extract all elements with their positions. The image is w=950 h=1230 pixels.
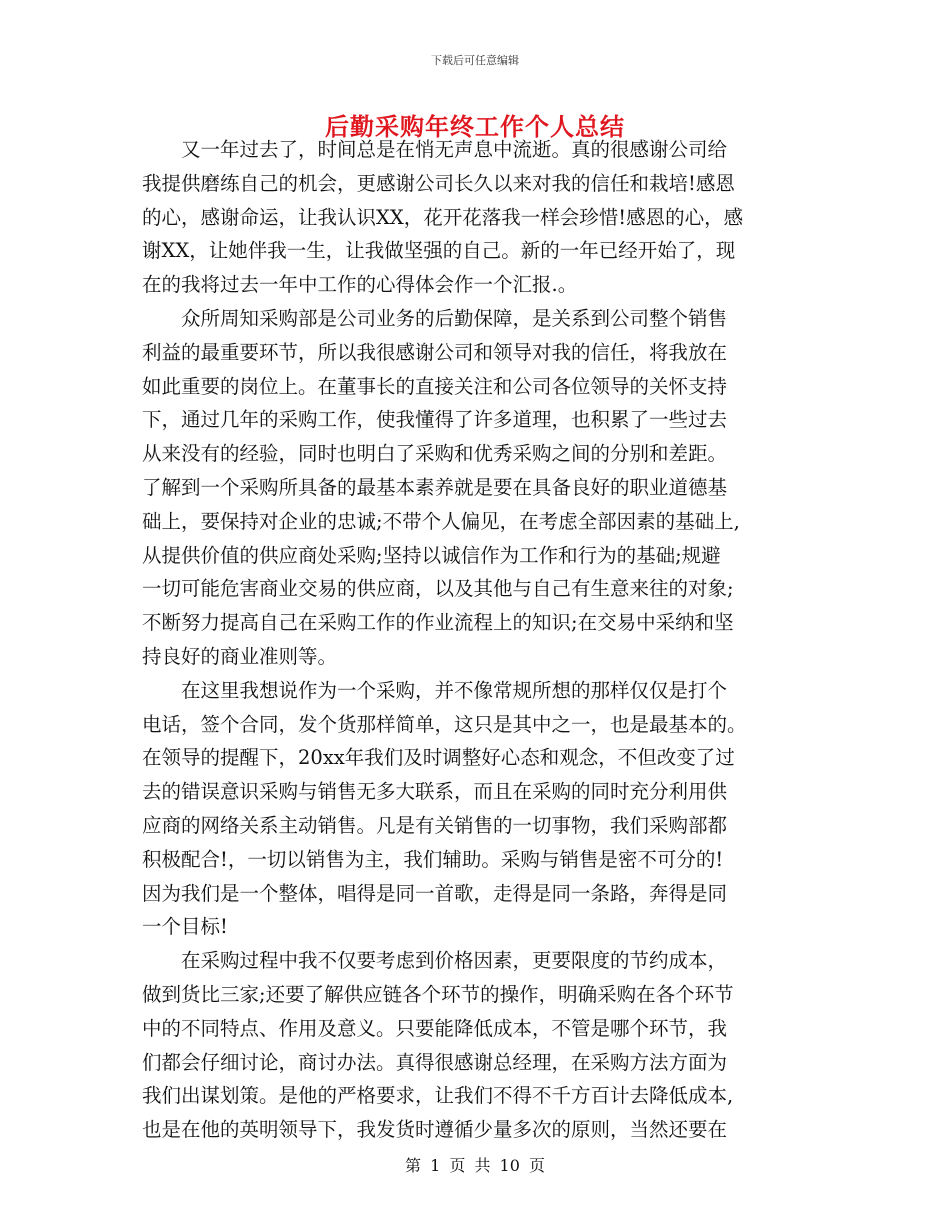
body-line: 在的我将过去一年中工作的心得体会作一个汇报.。 <box>142 273 578 297</box>
body-line: 积极配合!，一切以销售为主，我们辅助。采购与销售是密不可分的! <box>142 847 724 871</box>
body-line: 去的错误意识采购与销售无多大联系，而且在采购的同时充分利用供 <box>142 780 728 804</box>
body-line: 了解到一个采购所具备的最基本素养就是要在具备良好的职业道德基 <box>142 475 728 499</box>
body-line: 应商的网络关系主动销售。凡是有关销售的一切事物，我们采购部都 <box>142 813 728 837</box>
body-line: 利益的最重要环节，所以我很感谢公司和领导对我的信任，将我放在 <box>142 340 728 364</box>
body-line: 的心，感谢命运，让我认识XX，花开花落我一样会珍惜!感恩的心，感 <box>142 205 744 229</box>
body-line: 中的不同特点、作用及意义。只要能降低成本，不管是哪个环节，我 <box>142 1016 728 1040</box>
body-text <box>142 133 814 1147</box>
body-line: 不断努力提高自己在采购工作的作业流程上的知识;在交易中采纳和坚 <box>142 611 734 635</box>
body-line: 谢XX，让她伴我一生，让我做坚强的自己。新的一年已经开始了，现 <box>142 239 736 263</box>
body-line: 一切可能危害商业交易的供应商，以及其他与自己有生意来往的对象; <box>142 577 734 601</box>
body-line: 做到货比三家;还要了解供应链各个环节的操作，明确采购在各个环节 <box>142 982 734 1006</box>
body-line: 众所周知采购部是公司业务的后勤保障，是关系到公司整个销售 <box>142 306 728 330</box>
body-line: 从提供价值的供应商处采购;坚持以诚信作为工作和行为的基础;规避 <box>142 543 721 567</box>
body-line: 从来没有的经验，同时也明白了采购和优秀采购之间的分别和差距。 <box>142 442 728 466</box>
body-line: 又一年过去了，时间总是在悄无声息中流逝。真的很感谢公司给 <box>142 138 728 161</box>
body-line: 我们出谋划策。是他的严格要求，让我们不得不千方百计去降低成本, <box>142 1084 734 1108</box>
body-line: 如此重要的岗位上。在董事长的直接关注和公司各位领导的关怀支持 <box>142 374 728 398</box>
body-line: 在这里我想说作为一个采购，并不像常规所想的那样仅仅是打个 <box>142 678 728 702</box>
body-line: 也是在他的英明领导下，我发货时遵循少量多次的原则，当然还要在 <box>142 1118 728 1142</box>
body-line: 我提供磨练自己的机会，更感谢公司长久以来对我的信任和栽培!感恩 <box>142 171 735 195</box>
body-line: 们都会仔细讨论，商讨办法。真得很感谢总经理，在采购方法方面为 <box>142 1050 728 1074</box>
document-title: 后勤采购年终工作个人总结 <box>325 113 625 141</box>
body-line: 电话，签个合同，发个货那样简单，这只是其中之一，也是最基本的。 <box>142 712 747 736</box>
page-footer: 第 1 页 共 10 页 <box>405 1156 545 1175</box>
header-note: 下载后可任意编辑 <box>431 54 519 67</box>
body-line: 在领导的提醒下，20xx年我们及时调整好心态和观念，不但改变了过 <box>142 746 735 770</box>
body-line: 础上，要保持对企业的忠诚;不带个人偏见，在考虑全部因素的基础上, <box>142 509 740 533</box>
body-line: 持良好的商业准则等。 <box>142 644 338 668</box>
body-line: 因为我们是一个整体，唱得是同一首歌，走得是同一条路，奔得是同 <box>142 881 728 905</box>
body-line: 下，通过几年的采购工作，使我懂得了许多道理，也积累了一些过去 <box>142 408 728 432</box>
body-line: 一个目标! <box>142 915 228 939</box>
body-line: 在采购过程中我不仅要考虑到价格因素，更要限度的节约成本， <box>142 949 728 973</box>
